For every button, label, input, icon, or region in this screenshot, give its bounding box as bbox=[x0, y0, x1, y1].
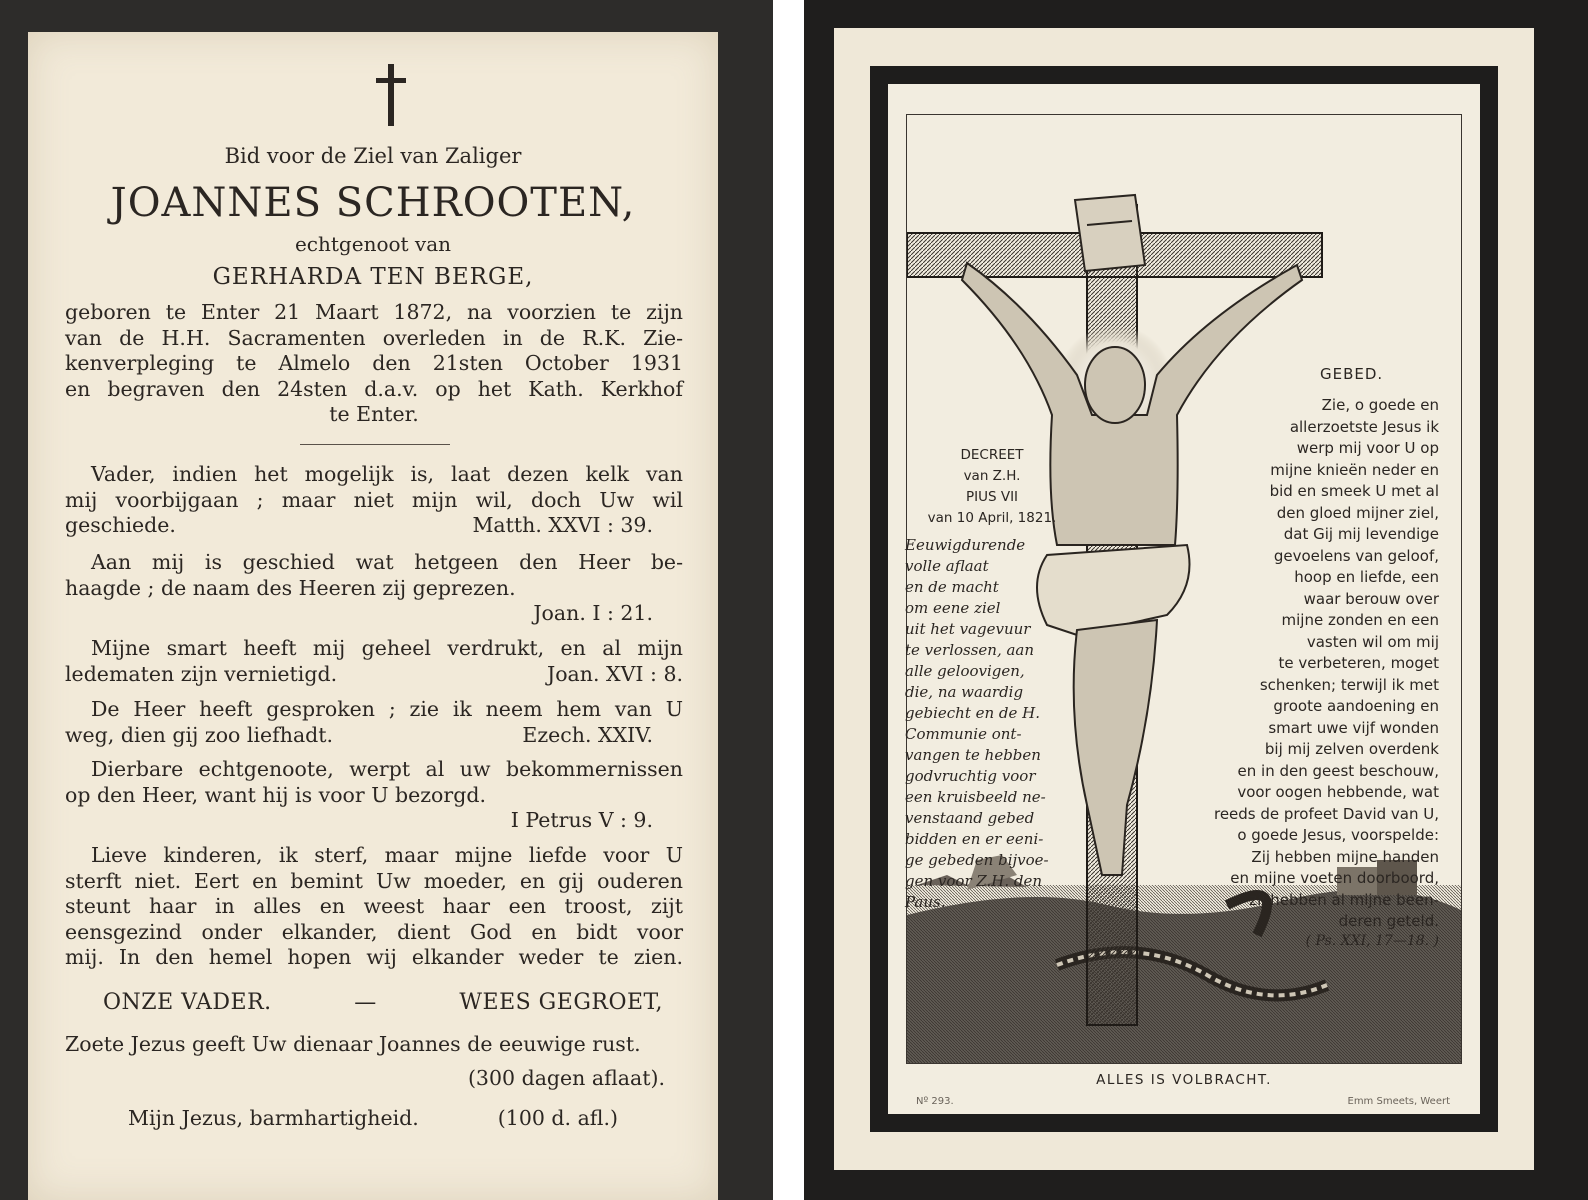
decree-line: DECREET bbox=[960, 447, 1024, 463]
prayer-line: allerzoetste Jesus ik bbox=[1289, 417, 1439, 436]
verse-line: op den Heer, want hij is voor U bezorgd. bbox=[65, 782, 486, 807]
prayer-line: mijne zonden en een bbox=[1281, 611, 1439, 629]
prayer-line: te verbeteren, moget bbox=[1278, 654, 1439, 672]
closing-invocation bbox=[128, 1106, 618, 1130]
left-card bbox=[0, 0, 773, 1200]
mourning-border bbox=[870, 66, 1498, 1132]
cross-icon bbox=[376, 64, 406, 126]
prayer-line: o goede Jesus, voorspelde: bbox=[1237, 826, 1439, 844]
psalm-reference: ( Ps. XXI, 17—18. ) bbox=[1305, 933, 1439, 949]
decree-line: van Z.H. bbox=[963, 468, 1021, 484]
prayer-title: GEBED. bbox=[1320, 365, 1384, 383]
closing-indulgence: (300 dagen aflaat). bbox=[467, 1066, 665, 1090]
divider bbox=[300, 444, 450, 445]
prayer-line: werp mij voor U op bbox=[1296, 439, 1439, 457]
indulgence-line: uit het vagevuur bbox=[905, 620, 1031, 638]
engraving-caption: ALLES IS VOLBRACHT. bbox=[1096, 1072, 1272, 1088]
bio-line: kenverpleging te Almelo den 21sten October 1931 bbox=[65, 351, 683, 375]
verse-line: Vader, indien het mogelijk is, laat dezen kelk van bbox=[91, 462, 683, 486]
printer-credit: Emm Smeets, Weert bbox=[1347, 1096, 1450, 1107]
bio-paragraph bbox=[65, 300, 683, 428]
bio-line: geboren te Enter 21 Maart 1872, na voorzien te zijn bbox=[65, 300, 683, 324]
verse-reference: Matth. XXVI : 39. bbox=[472, 513, 653, 537]
prayer-line: smart uwe vijf wonden bbox=[1268, 718, 1439, 737]
indulgence-line: om eene ziel bbox=[905, 599, 1001, 617]
verse-5 bbox=[65, 757, 683, 834]
indulgence-line: gebiecht en de H. bbox=[905, 704, 1041, 722]
right-card bbox=[804, 0, 1588, 1200]
indulgence-line: die, na waardig bbox=[905, 683, 1024, 701]
verse-line: Dierbare echtgenoote, werpt al uw bekommernissen bbox=[91, 757, 683, 781]
prayer-line: mijne knieën neder en bbox=[1270, 460, 1439, 479]
verse-4 bbox=[65, 697, 683, 748]
prayer-line: vasten wil om mij bbox=[1306, 632, 1439, 651]
right-card-inner bbox=[888, 84, 1480, 1114]
indulgence-line: een kruisbeeld ne- bbox=[905, 788, 1046, 806]
verse-line: haagde ; de naam des Heeren zij geprezen. bbox=[65, 575, 516, 600]
prayer-line: reeds de profeet David van U, bbox=[1213, 804, 1439, 823]
invocation-text: Mijn Jezus, barmhartigheid. bbox=[128, 1106, 419, 1130]
indulgence-text bbox=[905, 535, 1075, 913]
header-text: Bid voor de Ziel van Zaliger bbox=[224, 144, 522, 168]
verse-line: geschiede. bbox=[65, 513, 176, 537]
verse-reference: Ezech. XXIV. bbox=[522, 722, 653, 747]
verse-line: mij voorbijgaan ; maar niet mijn wil, doch Uw wil bbox=[65, 487, 683, 512]
indulgence-line: Communie ont- bbox=[905, 725, 1022, 743]
prayer-line: gevoelens van geloof, bbox=[1273, 546, 1439, 565]
indulgence-line: godvruchtig voor bbox=[905, 767, 1036, 785]
indulgence-line: bidden en er eeni- bbox=[905, 830, 1044, 848]
indulgence-line: venstaand gebed bbox=[905, 809, 1035, 827]
prayer-line: schenken; terwijl ik met bbox=[1259, 675, 1439, 694]
verse-line: De Heer heeft gesproken ; zie ik neem hem van U bbox=[91, 697, 683, 721]
prayer-line: hoop en liefde, een bbox=[1294, 568, 1439, 586]
decree-line: van 10 April, 1821. bbox=[927, 510, 1057, 526]
right-card-paper bbox=[834, 28, 1534, 1170]
indulgence-line: gen voor Z.H. den bbox=[905, 872, 1043, 890]
farewell-line: eensgezind onder elkander, dient God en bidt voor bbox=[65, 919, 683, 944]
prayer-line: Zij hebben mijne handen bbox=[1251, 847, 1439, 866]
left-card-paper bbox=[28, 32, 718, 1200]
indulgence-line: vangen te hebben bbox=[905, 746, 1041, 764]
farewell-line: sterft niet. Eert en bemint Uw moeder, en gij ouderen bbox=[65, 868, 683, 893]
decree-line: PIUS VII bbox=[965, 489, 1019, 505]
invocation-indulgence: (100 d. afl.) bbox=[497, 1106, 618, 1130]
prayer-line: groote aandoening en bbox=[1273, 697, 1439, 715]
spouse-intro: echtgenoot van bbox=[294, 232, 452, 256]
indulgence-line: Eeuwigdurende bbox=[905, 536, 1026, 554]
indulgence-line: ge gebeden bijvoe- bbox=[905, 851, 1049, 869]
verse-reference: Joan. XVI : 8. bbox=[546, 661, 683, 686]
bio-line: van de H.H. Sacramenten overleden in de R.K. Zie- bbox=[65, 325, 683, 350]
prayer-onze-vader: ONZE VADER. bbox=[103, 990, 272, 1015]
prayer-names bbox=[103, 990, 663, 1015]
prayer-dash: — bbox=[354, 990, 377, 1015]
bio-line: te Enter. bbox=[329, 402, 419, 426]
prayer-wees-gegroet: WEES GEGROET, bbox=[459, 990, 663, 1015]
prayer-text bbox=[1199, 395, 1439, 933]
indulgence-line: en de macht bbox=[905, 578, 999, 596]
engraving-frame bbox=[906, 114, 1462, 1064]
prayer-line: voor oogen hebbende, wat bbox=[1237, 783, 1439, 801]
prayer-line: bij mij zelven overdenk bbox=[1264, 740, 1439, 758]
verse-line: weg, dien gij zoo liefhadt. bbox=[65, 722, 334, 747]
verse-line: ledematen zijn vernietigd. bbox=[65, 661, 338, 686]
farewell-line: steunt haar in alles en weest haar een troost, zijt bbox=[65, 894, 683, 918]
prayer-line: den gloed mijner ziel, bbox=[1276, 503, 1439, 522]
prayer-line: zij hebben al mijne been- bbox=[1249, 890, 1439, 909]
bio-line: en begraven den 24sten d.a.v. op het Kath. Kerkhof bbox=[65, 376, 683, 401]
prayer-line: dat Gij mij levendige bbox=[1283, 525, 1439, 543]
prayer-line: Zie, o goede en bbox=[1321, 396, 1439, 414]
verse-reference: Joan. I : 21. bbox=[533, 601, 653, 625]
verse-1 bbox=[65, 462, 683, 539]
verse-2 bbox=[65, 550, 683, 627]
farewell-line: mij. In den hemel hopen wij elkander weder te zien. bbox=[65, 945, 683, 969]
verse-3 bbox=[65, 636, 683, 687]
prayer-line: en in den geest beschouw, bbox=[1237, 761, 1439, 780]
indulgence-line: Paus. bbox=[905, 893, 946, 911]
indulgence-line: alle geloovigen, bbox=[905, 662, 1025, 680]
indulgence-line: te verlossen, aan bbox=[905, 641, 1035, 659]
farewell-paragraph bbox=[65, 843, 683, 971]
prayer-line: bid en smeek U met al bbox=[1269, 482, 1439, 500]
verse-line: Aan mij is geschied wat hetgeen den Heer be- bbox=[91, 550, 683, 574]
deceased-name: JOANNES SCHROOTEN, bbox=[110, 180, 636, 226]
spouse-name: GERHARDA TEN BERGE, bbox=[212, 264, 534, 290]
verse-line: Mijne smart heeft mij geheel verdrukt, en al mijn bbox=[91, 636, 683, 660]
decree-text bbox=[917, 445, 1067, 529]
prayer-line: en mijne voeten doorboord, bbox=[1230, 869, 1439, 887]
closing-prayer: Zoete Jezus geeft Uw dienaar Joannes de eeuwige rust. bbox=[65, 1032, 641, 1056]
verse-reference: I Petrus V : 9. bbox=[510, 808, 653, 832]
farewell-line: Lieve kinderen, ik sterf, maar mijne liefde voor U bbox=[91, 843, 683, 867]
prayer-line: deren geteld. bbox=[1338, 912, 1439, 930]
prayer-line: waar berouw over bbox=[1303, 589, 1439, 608]
print-number: Nº 293. bbox=[916, 1096, 954, 1107]
indulgence-line: volle aflaat bbox=[905, 557, 989, 575]
